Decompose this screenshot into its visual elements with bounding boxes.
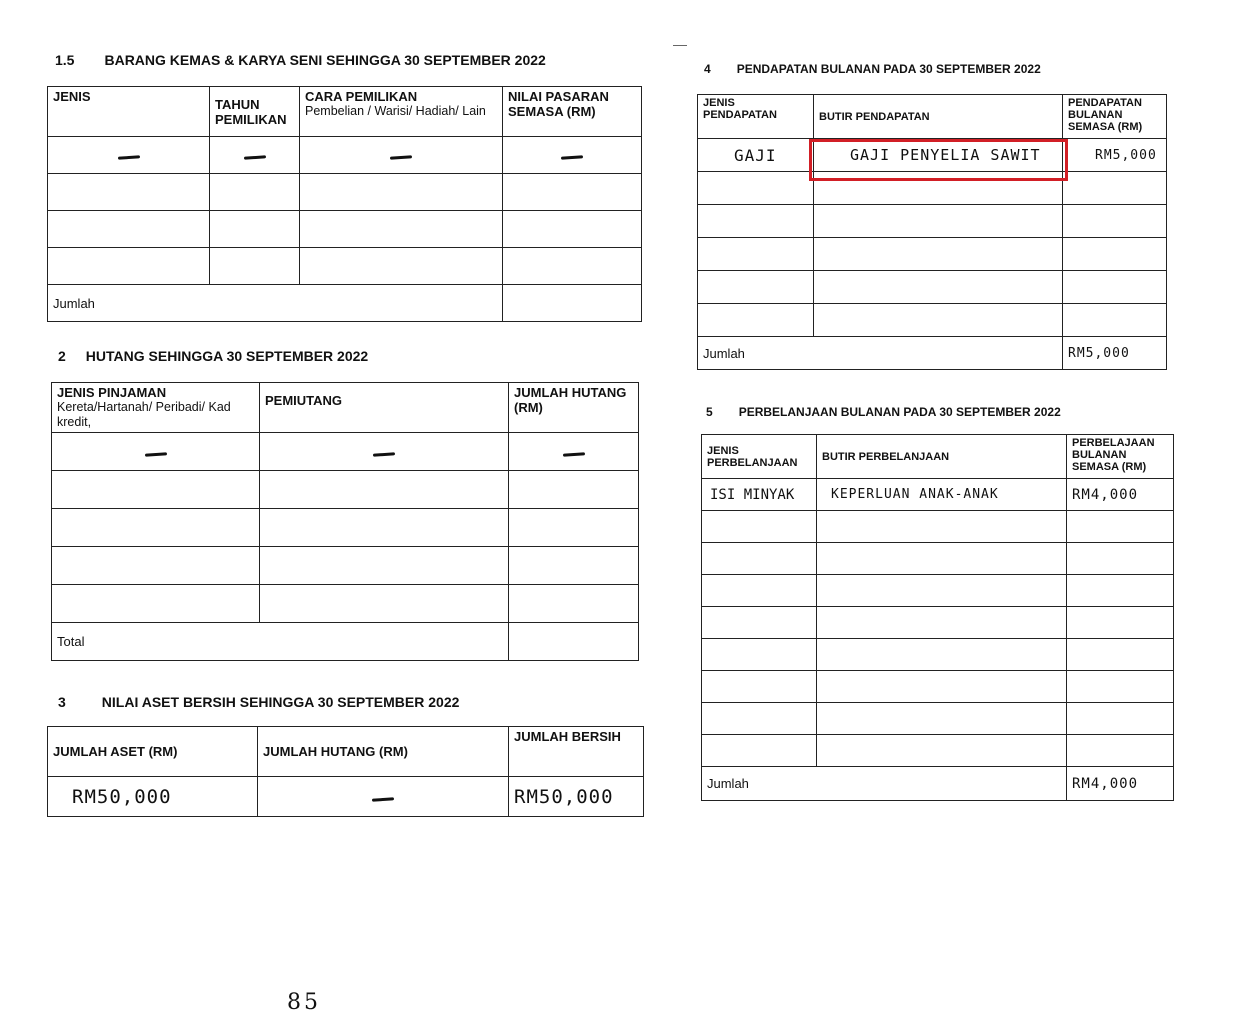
dash-mark [373,452,395,457]
col-header-jumlah-hutang: JUMLAH HUTANG (RM) [509,383,639,433]
table-row [48,174,642,211]
section-heading: PERBELANJAAN BULANAN PADA 30 SEPTEMBER 2022 [738,405,1061,419]
section-number: 2 [58,348,66,364]
income-butir: GAJI PENYELIA SAWIT [814,139,1063,172]
table-row [698,271,1167,304]
col-header-butir-pendapatan: BUTIR PENDAPATAN [814,95,1063,139]
section-heading: HUTANG SEHINGGA 30 SEPTEMBER 2022 [85,348,369,364]
table-row [702,607,1174,639]
section-heading: BARANG KEMAS & KARYA SENI SEHINGGA 30 SEPTEMBER 2022 [104,52,546,68]
aset-value: RM50,000 [48,777,258,817]
col-header-perbelanjaan-bulanan: PERBELAJAAN BULANAN SEMASA (RM) [1067,435,1174,479]
income-table [697,94,1167,370]
col-header-jenis-pinjaman: JENIS PINJAMAN Kereta/Hartanah/ Peribadi/ Kad kredit, [52,383,260,433]
total-value [503,285,642,322]
total-label: Jumlah [702,767,1067,801]
table-row [698,139,1167,172]
table-row [48,211,642,248]
table-row [698,172,1167,205]
section-heading: PENDAPATAN BULANAN PADA 30 SEPTEMBER 2022 [736,62,1041,76]
total-row [702,767,1174,801]
section-number: 1.5 [55,52,75,68]
col-header-jumlah-aset: JUMLAH ASET (RM) [48,727,258,777]
table-row [698,205,1167,238]
table-row [48,777,644,817]
section-number: 5 [706,405,713,419]
table-row [52,471,639,509]
income-amount: RM5,000 [1063,139,1167,172]
col-header-jenis-perbelanjaan: JENIS PERBELANJAAN [702,435,817,479]
debt-table [51,382,639,661]
table-row [702,479,1174,511]
table-cell [509,433,639,471]
col-header-jenis-pendapatan: JENIS PENDAPATAN [698,95,814,139]
col-header-cara-sub: Pembelian / Warisi/ Hadiah/ Lain [305,104,486,118]
col-header-tahun: TAHUN PEMILIKAN [210,87,300,137]
table-cell [210,137,300,174]
dash-mark [372,797,394,802]
total-label: Total [52,623,509,661]
table-row [702,671,1174,703]
table-row [698,304,1167,337]
col-header-butir-perbelanjaan: BUTIR PERBELANJAAN [817,435,1067,479]
net-asset-table [47,726,644,817]
col-header-pemiutang: PEMIUTANG [260,383,509,433]
dash-mark [144,452,166,457]
total-label: Jumlah [698,337,1063,370]
table-row [702,511,1174,543]
section-4-title [704,62,1041,76]
col-header-cara: CARA PEMILIKAN Pembelian / Warisi/ Hadiah/ Lain [300,87,503,137]
jewelry-art-table [47,86,642,322]
table-cell [52,433,260,471]
table-cell [48,137,210,174]
col-header-jenis: JENIS [48,87,210,137]
section-2-title [58,348,368,364]
col-header-jenis-sub: Kereta/Hartanah/ Peribadi/ Kad kredit, [57,400,231,429]
section-1-5-title [55,52,546,68]
total-row [52,623,639,661]
table-row [702,735,1174,767]
expense-butir: KEPERLUAN ANAK-ANAK [817,479,1067,511]
expense-jenis: ISI MINYAK [702,479,817,511]
income-jenis: GAJI [698,139,814,172]
table-cell [300,137,503,174]
table-cell [260,433,509,471]
dash-mark [561,155,583,160]
table-row [52,585,639,623]
expense-table [701,434,1174,801]
section-5-title [706,405,1061,419]
col-header-pendapatan-bulanan: PENDAPATAN BULANAN SEMASA (RM) [1063,95,1167,139]
table-cell [503,137,642,174]
table-row [702,543,1174,575]
dash-mark [390,155,412,160]
total-row [698,337,1167,370]
bersih-value: RM50,000 [509,777,644,817]
table-row [48,248,642,285]
col-header-jumlah-bersih: JUMLAH BERSIH [509,727,644,777]
section-heading: NILAI ASET BERSIH SEHINGGA 30 SEPTEMBER 2022 [101,694,460,710]
table-row [52,509,639,547]
income-total: RM5,000 [1063,337,1167,370]
dash-mark [562,452,584,457]
dash-mark [243,155,265,160]
scan-mark [673,45,687,46]
section-number: 3 [58,694,66,710]
table-row [702,575,1174,607]
table-row [52,547,639,585]
table-row [48,137,642,174]
col-header-nilai: NILAI PASARAN SEMASA (RM) [503,87,642,137]
table-row [52,433,639,471]
expense-amount: RM4,000 [1067,479,1174,511]
table-cell [258,777,509,817]
table-row [702,703,1174,735]
section-3-title [58,694,459,710]
dash-mark [117,155,139,160]
col-header-jumlah-hutang: JUMLAH HUTANG (RM) [258,727,509,777]
section-number: 4 [704,62,711,76]
expense-total: RM4,000 [1067,767,1174,801]
total-value [509,623,639,661]
page-number: 85 [287,990,321,1015]
table-row [702,639,1174,671]
table-row [698,238,1167,271]
total-row [48,285,642,322]
total-label: Jumlah [48,285,503,322]
